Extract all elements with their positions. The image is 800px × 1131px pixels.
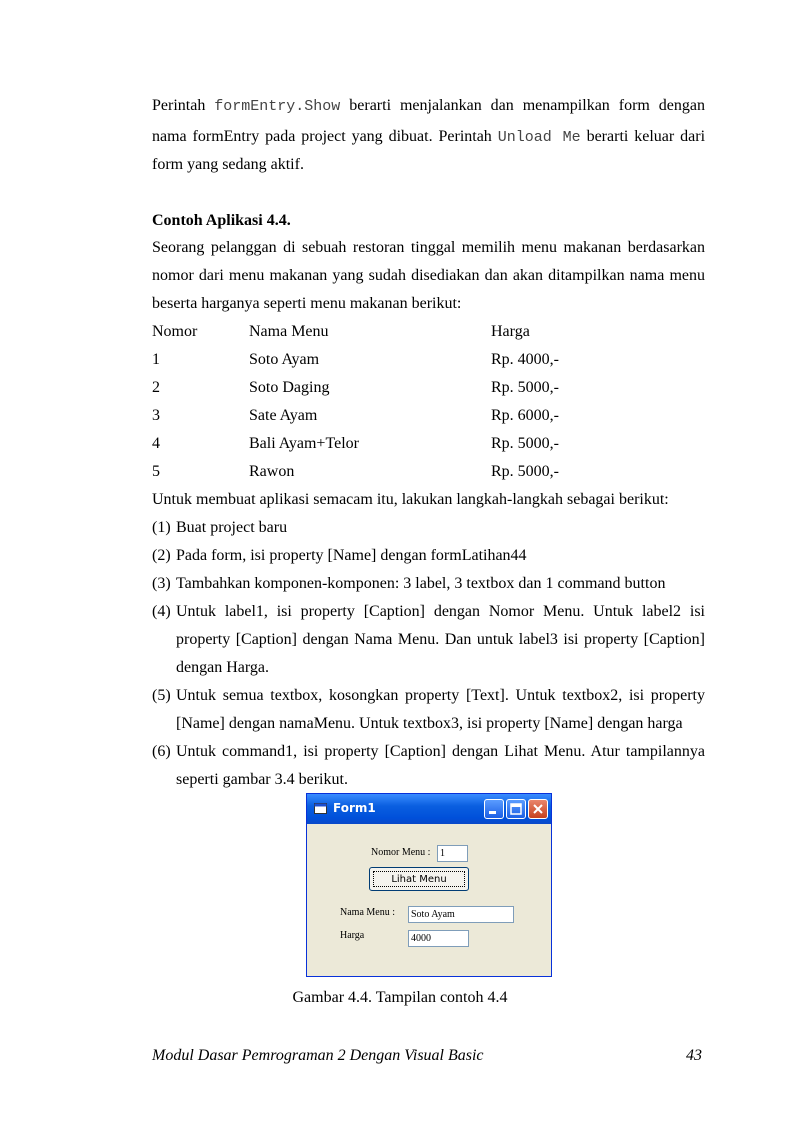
- step-text: Buat project baru: [176, 519, 288, 536]
- step-number: (3): [152, 575, 171, 592]
- table-cell: Soto Ayam: [249, 351, 320, 368]
- figure-caption: Gambar 4.4. Tampilan contoh 4.4: [292, 989, 508, 1006]
- textbox-harga[interactable]: 4000: [408, 930, 469, 947]
- intro-line-2: [152, 127, 705, 148]
- step-number: (2): [152, 547, 171, 564]
- table-cell: Bali Ayam+Telor: [249, 435, 359, 452]
- minimize-button[interactable]: [484, 799, 504, 819]
- label-nomor-menu: Nomor Menu :: [371, 847, 431, 858]
- table-cell: Sate Ayam: [249, 407, 318, 424]
- code-unload-me: Unload Me: [497, 129, 581, 146]
- intro-text: Perintah: [152, 97, 215, 114]
- table-header-nama: Nama Menu: [249, 323, 329, 340]
- step-text: seperti gambar 3.4 berikut.: [176, 771, 348, 788]
- section-para-line-2: nomor dari menu makanan yang sudah disediakan dan akan ditampilkan nama menu: [152, 267, 705, 284]
- window-title: Form1: [333, 801, 376, 815]
- lihat-menu-label: Lihat Menu: [373, 871, 465, 887]
- section-para-line-1: Seorang pelanggan di sebuah restoran tinggal memilih menu makanan berdasarkan: [152, 239, 705, 256]
- step-number: (5): [152, 687, 171, 704]
- table-cell: Rp. 5000,-: [491, 463, 559, 480]
- intro-line-3: form yang sedang aktif.: [152, 156, 304, 173]
- lihat-menu-button[interactable]: [369, 867, 469, 891]
- label-nama-menu: Nama Menu :: [340, 907, 395, 918]
- step-text: [Name] dengan namaMenu. Untuk textbox3, isi property [Name] dengan harga: [176, 715, 683, 732]
- maximize-icon: [507, 800, 525, 818]
- label-harga: Harga: [340, 930, 365, 941]
- step-text: Pada form, isi property [Name] dengan formLatihan44: [176, 547, 527, 564]
- step-text: Untuk semua textbox, kosongkan property [Text]. Untuk textbox2, isi property: [176, 687, 705, 704]
- step-text: property [Caption] dengan Nama Menu. Dan untuk label3 isi property [Caption]: [176, 631, 705, 648]
- form-icon: [314, 803, 327, 814]
- textbox-nama-menu[interactable]: Soto Ayam: [408, 906, 514, 923]
- table-cell: Rp. 6000,-: [491, 407, 559, 424]
- table-cell: 1: [152, 351, 160, 368]
- table-cell: 3: [152, 407, 160, 424]
- code-formentry-show: formEntry.Show: [214, 98, 341, 115]
- step-text: Tambahkan komponen-komponen: 3 label, 3 textbox dan 1 command button: [176, 575, 666, 592]
- step-number: (6): [152, 743, 171, 760]
- step-number: (1): [152, 519, 171, 536]
- step-text: dengan Harga.: [176, 659, 269, 676]
- page-number: 43: [686, 1047, 702, 1064]
- intro-text: berarti menjalankan dan menampilkan form dengan: [340, 97, 706, 114]
- minimize-icon: [485, 800, 503, 818]
- footer-title: Modul Dasar Pemrograman 2 Dengan Visual Basic: [152, 1047, 484, 1064]
- intro-text: berarti keluar dari: [580, 128, 706, 145]
- table-header-harga: Harga: [491, 323, 530, 340]
- table-header-nomor: Nomor: [152, 323, 198, 340]
- table-cell: Rp. 5000,-: [491, 379, 559, 396]
- steps-intro: Untuk membuat aplikasi semacam itu, lakukan langkah-langkah sebagai berikut:: [152, 491, 669, 508]
- section-para-line-3: beserta harganya seperti menu makanan berikut:: [152, 295, 462, 312]
- table-cell: 5: [152, 463, 160, 480]
- textbox-nomor-menu[interactable]: 1: [437, 845, 468, 862]
- table-cell: Rawon: [249, 463, 295, 480]
- title-bar[interactable]: [307, 794, 551, 824]
- close-button[interactable]: [528, 799, 548, 819]
- step-text: Untuk command1, isi property [Caption] dengan Lihat Menu. Atur tampilannya: [176, 743, 705, 760]
- intro-line-1: [152, 96, 705, 117]
- table-cell: Rp. 4000,-: [491, 351, 559, 368]
- maximize-button[interactable]: [506, 799, 526, 819]
- section-heading: Contoh Aplikasi 4.4.: [152, 212, 291, 229]
- table-cell: 4: [152, 435, 160, 452]
- step-text: Untuk label1, isi property [Caption] dengan Nomor Menu. Untuk label2 isi: [176, 603, 705, 620]
- close-icon: [529, 800, 547, 818]
- intro-text: nama formEntry pada project yang dibuat. Perintah: [152, 128, 498, 145]
- step-number: (4): [152, 603, 171, 620]
- table-cell: Rp. 5000,-: [491, 435, 559, 452]
- table-cell: 2: [152, 379, 160, 396]
- table-cell: Soto Daging: [249, 379, 330, 396]
